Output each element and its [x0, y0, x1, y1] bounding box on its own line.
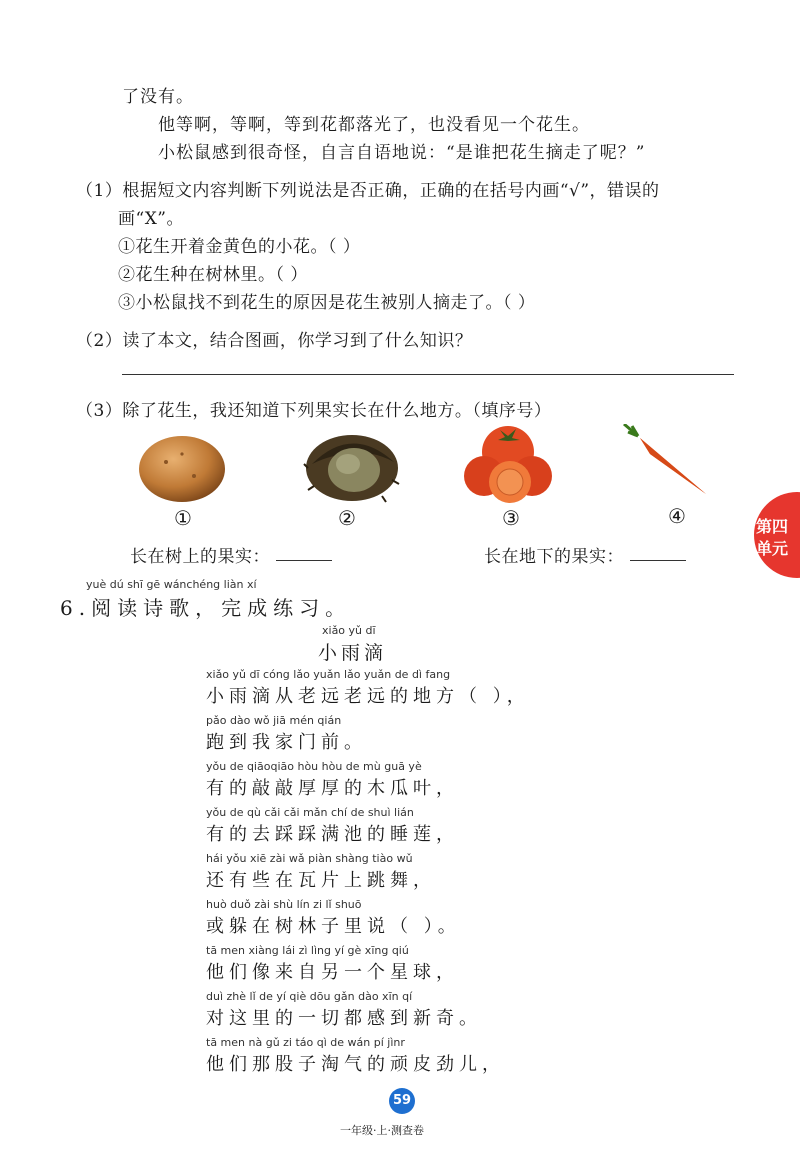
question-3-prompt: （3）除了花生，我还知道下列果实长在什么地方。（填序号） — [76, 401, 552, 421]
fruit-number: ④ — [668, 504, 686, 528]
fruit-number: ③ — [502, 506, 520, 530]
poem-line: 对这里的一切都感到新奇。 — [206, 1008, 482, 1029]
fruit-number: ② — [338, 506, 356, 530]
poem-line: 有的敲敲厚厚的木瓜叶， — [206, 778, 459, 799]
poem-line: 他们像来自另一个星球， — [206, 962, 459, 983]
poem-line-pinyin: xiǎo yǔ dī cóng lǎo yuǎn lǎo yuǎn de dì fang — [206, 668, 451, 681]
poem-line-pinyin: yǒu de qiāoqiāo hòu hòu de mù guā yè — [206, 760, 422, 773]
poem-line-pinyin: pǎo dào wǒ jiā mén qián — [206, 714, 342, 727]
question-1-prompt: （1）根据短文内容判断下列说法是否正确，正确的在括号内画“√”，错误的 — [76, 181, 660, 201]
poem-line-pinyin: yǒu de qù cǎi cǎi mǎn chí de shuì lián — [206, 806, 414, 819]
poem-line-pinyin: hái yǒu xiē zài wǎ piàn shàng tiào wǔ — [206, 852, 413, 865]
ground-fruit-answer[interactable] — [630, 560, 686, 561]
statement-item[interactable]: ③小松鼠找不到花生的原因是花生被别人摘走了。（ ） — [118, 293, 536, 313]
story-line: 他等啊，等啊，等到花都落光了，也没看见一个花生。 — [158, 115, 590, 135]
statement-item[interactable]: ②花生种在树林里。（ ） — [118, 265, 308, 285]
story-line: 小松鼠感到很奇怪，自言自语地说：“是谁把花生摘走了呢？” — [158, 143, 646, 163]
poem-line-pinyin: tā men nà gǔ zi táo qì de wán pí jìnr — [206, 1036, 405, 1049]
poem-line: 他们那股子淘气的顽皮劲儿， — [206, 1054, 505, 1075]
poem-title: 小雨滴 — [318, 642, 388, 664]
answer-line[interactable] — [122, 374, 734, 375]
question-1-prompt-cont: 画“X”。 — [118, 209, 184, 229]
poem-line[interactable]: 小雨滴从老远老远的地方（ ）， — [206, 686, 530, 707]
poem-line[interactable]: 或躲在树林子里说（ ）。 — [206, 916, 461, 937]
section-pinyin: yuè dú shī gē wánchéng liàn xí — [86, 578, 257, 591]
persimmon-image — [462, 420, 554, 504]
potato-image — [136, 434, 228, 504]
poem-line: 还有些在瓦片上跳舞， — [206, 870, 436, 891]
page-number-badge: 59 — [389, 1088, 415, 1114]
ground-fruit-label: 长在地下的果实： — [484, 547, 624, 567]
question-2-prompt: （2）读了本文，结合图画，你学习到了什么知识？ — [76, 331, 473, 351]
poem-line: 跑到我家门前。 — [206, 732, 367, 753]
fruit-number: ① — [174, 506, 192, 530]
poem-title-pinyin: xiǎo yǔ dī — [322, 624, 376, 637]
section-title: 6.阅读诗歌，完成练习。 — [60, 596, 352, 620]
chestnut-image — [302, 424, 402, 504]
statement-item[interactable]: ①花生开着金黄色的小花。（ ） — [118, 237, 361, 257]
story-line: 了没有。 — [122, 87, 194, 107]
unit-tab-label: 第四 — [756, 517, 789, 536]
carrot-image — [620, 424, 712, 500]
tree-fruit-label: 长在树上的果实： — [130, 547, 270, 567]
footer-text: 一年级·上·测查卷 — [340, 1124, 424, 1137]
poem-line-pinyin: duì zhè lǐ de yí qiè dōu gǎn dào xīn qí — [206, 990, 413, 1003]
unit-tab-label: 单元 — [756, 539, 789, 558]
tree-fruit-answer[interactable] — [276, 560, 332, 561]
poem-line-pinyin: tā men xiàng lái zì lìng yí gè xīng qiú — [206, 944, 409, 957]
poem-line-pinyin: huò duǒ zài shù lín zi lǐ shuō — [206, 898, 362, 911]
poem-line: 有的去踩踩满池的睡莲， — [206, 824, 459, 845]
